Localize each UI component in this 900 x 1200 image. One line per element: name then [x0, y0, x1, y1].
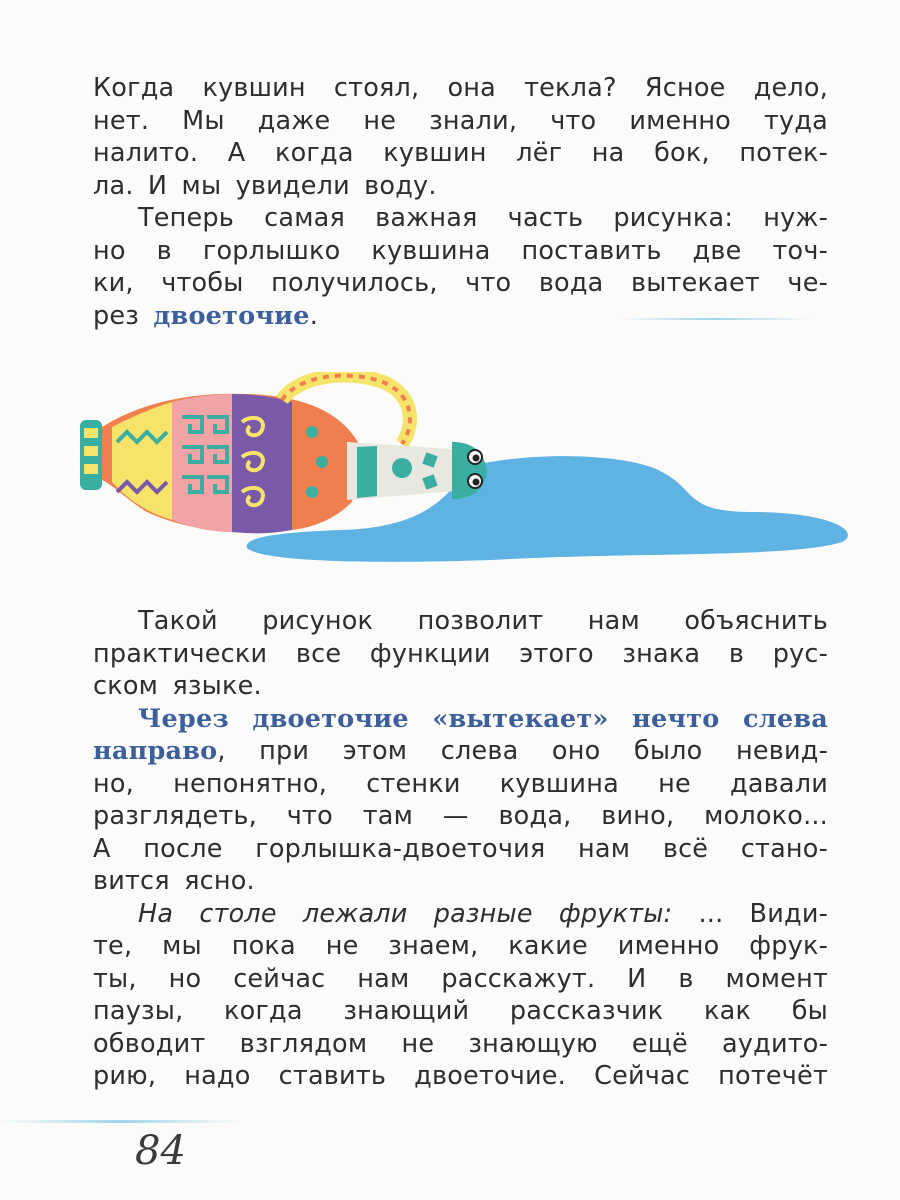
text-line: налито. А когда кувшин лёг на бок, потек-	[93, 138, 828, 168]
page-number: 84	[135, 1128, 186, 1174]
text-line: А после горлышка-двоеточия нам всё стано-	[93, 833, 828, 864]
text-line-term: Через двоеточие «вытекает» нечто слева	[138, 703, 828, 734]
paragraph-2	[93, 202, 828, 332]
text-line: те, мы пока не знаем, какие именно фрук-	[93, 931, 828, 961]
text-line: ки, чтобы получилось, что вода вытекает че-	[93, 268, 828, 298]
text-line: ла. И мы увидели воду.	[93, 170, 437, 201]
text-line	[93, 898, 828, 931]
text-line: вится ясно.	[93, 866, 255, 896]
decorative-line-top	[620, 318, 810, 320]
text-line: но в горлышко кувшина поставить две точ-	[93, 235, 828, 266]
top-text-section	[93, 72, 828, 332]
term-fragment: направо	[93, 736, 218, 766]
term-colon: двоеточие	[153, 300, 310, 331]
decorative-line-bottom	[0, 1120, 240, 1123]
text-line: ты, но сейчас нам расскажут. И в момент	[93, 963, 828, 994]
text-fragment: .	[309, 300, 319, 331]
paragraph-1	[93, 72, 828, 202]
text-line: разглядеть, что там — вода, вино, молоко...	[93, 801, 828, 831]
text-fragment: рез	[93, 300, 140, 331]
bottom-text-section	[93, 605, 828, 1093]
text-line: обводит взглядом не знающую ещё аудито-	[93, 1028, 828, 1059]
italic-example: На столе лежали разные фрукты:	[138, 898, 673, 929]
text-fragment: ... Види-	[672, 898, 828, 929]
text-line: нет. Мы даже не знали, что именно туда	[93, 105, 828, 136]
text-line: паузы, когда знающий рассказчик как бы	[93, 996, 828, 1026]
text-line: практически все функции этого знака в рус-	[93, 638, 828, 669]
paragraph-4	[93, 703, 828, 898]
jug-neck	[347, 442, 487, 500]
text-line: ском языке.	[93, 671, 262, 701]
text-line: но, непонятно, стенки кувшина не давали	[93, 768, 828, 799]
text-line	[93, 300, 828, 333]
text-line: Когда кувшин стоял, она текла? Ясное дело,	[93, 73, 828, 103]
jug-illustration	[72, 372, 862, 572]
paragraph-3	[93, 605, 828, 703]
text-line	[93, 735, 828, 768]
paragraph-5	[93, 898, 828, 1093]
text-line: Теперь самая важная часть рисунка: нуж-	[138, 203, 828, 233]
text-line: Такой рисунок позволит нам объяснить	[138, 606, 828, 636]
text-fragment: , при этом слева оно было невид-	[217, 736, 828, 766]
jug-body	[80, 394, 365, 534]
text-line: рию, надо ставить двоеточие. Сейчас потечёт	[93, 1061, 828, 1091]
